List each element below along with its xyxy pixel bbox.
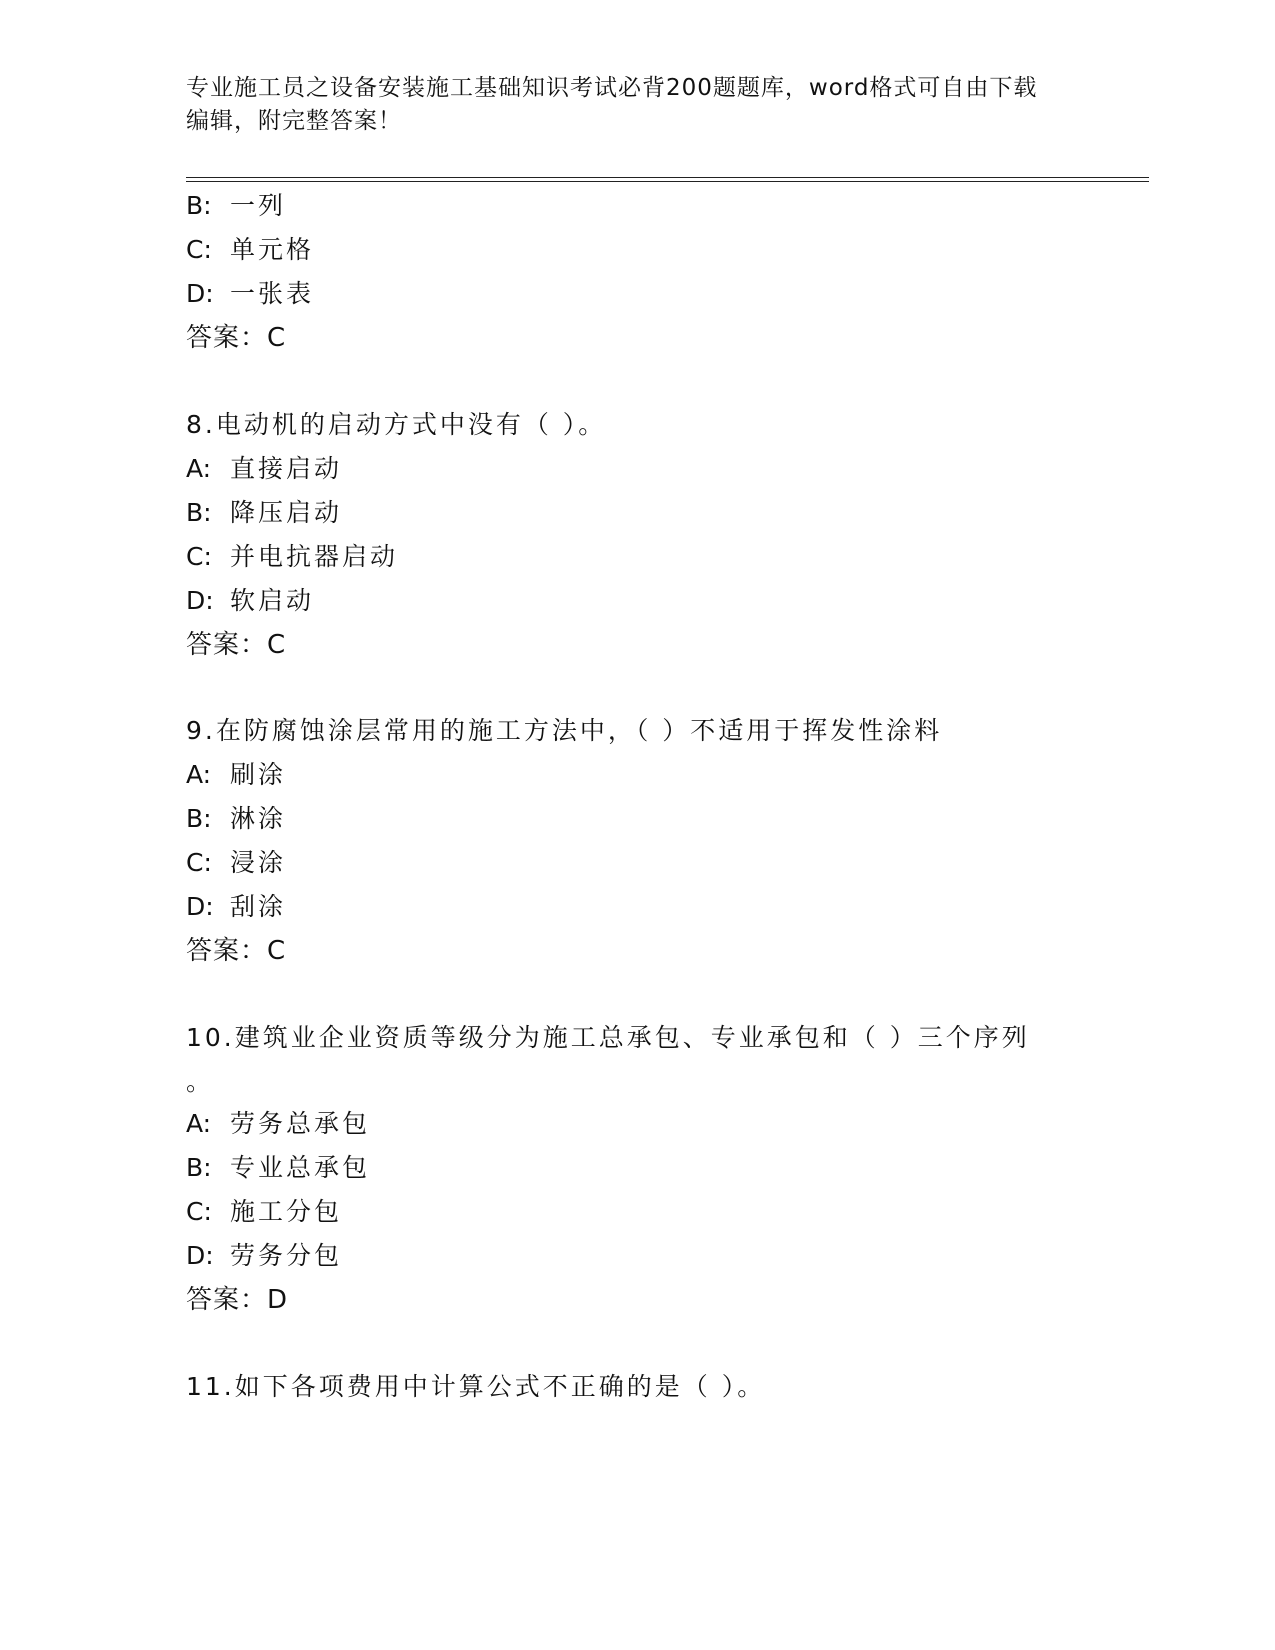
question-stem: 10.建筑业企业资质等级分为施工总承包、专业承包和（ ）三个序列: [186, 1023, 1030, 1052]
option-item: D: 劳务分包: [186, 1241, 343, 1270]
answer-line: 答案：C: [186, 936, 287, 966]
header-title-line-1: 专业施工员之设备安装施工基础知识考试必背200题题库，word格式可自由下载: [186, 75, 1038, 101]
option-item: D: 刮涂: [186, 892, 287, 921]
answer-line: 答案：D: [186, 1285, 289, 1315]
option-item: D: 一张表: [186, 279, 315, 308]
option-item: A: 劳务总承包: [186, 1109, 371, 1138]
option-item: C: 单元格: [186, 235, 315, 264]
option-item: D: 软启动: [186, 586, 315, 615]
option-item: B: 降压启动: [186, 498, 343, 527]
answer-line: 答案：C: [186, 630, 287, 660]
option-item: A: 刷涂: [186, 760, 287, 789]
option-item: C: 浸涂: [186, 848, 287, 877]
header-divider-bottom: [186, 181, 1149, 182]
question-stem: 11.如下各项费用中计算公式不正确的是（ ）。: [186, 1372, 766, 1401]
question-stem: 9.在防腐蚀涂层常用的施工方法中，（ ）不适用于挥发性涂料: [186, 716, 943, 745]
option-item: C: 施工分包: [186, 1197, 343, 1226]
option-item: C: 并电抗器启动: [186, 542, 399, 571]
answer-line: 答案：C: [186, 323, 287, 353]
option-item: B: 一列: [186, 191, 287, 220]
document-header: [186, 72, 1086, 138]
question-stem: 8.电动机的启动方式中没有（ ）。: [186, 410, 607, 439]
question-stem-continuation: 。: [186, 1067, 215, 1096]
header-title-line-2: 编辑，附完整答案！: [186, 108, 402, 134]
option-item: A: 直接启动: [186, 454, 343, 483]
option-item: B: 专业总承包: [186, 1153, 371, 1182]
option-item: B: 淋涂: [186, 804, 287, 833]
header-divider-top: [186, 177, 1149, 178]
